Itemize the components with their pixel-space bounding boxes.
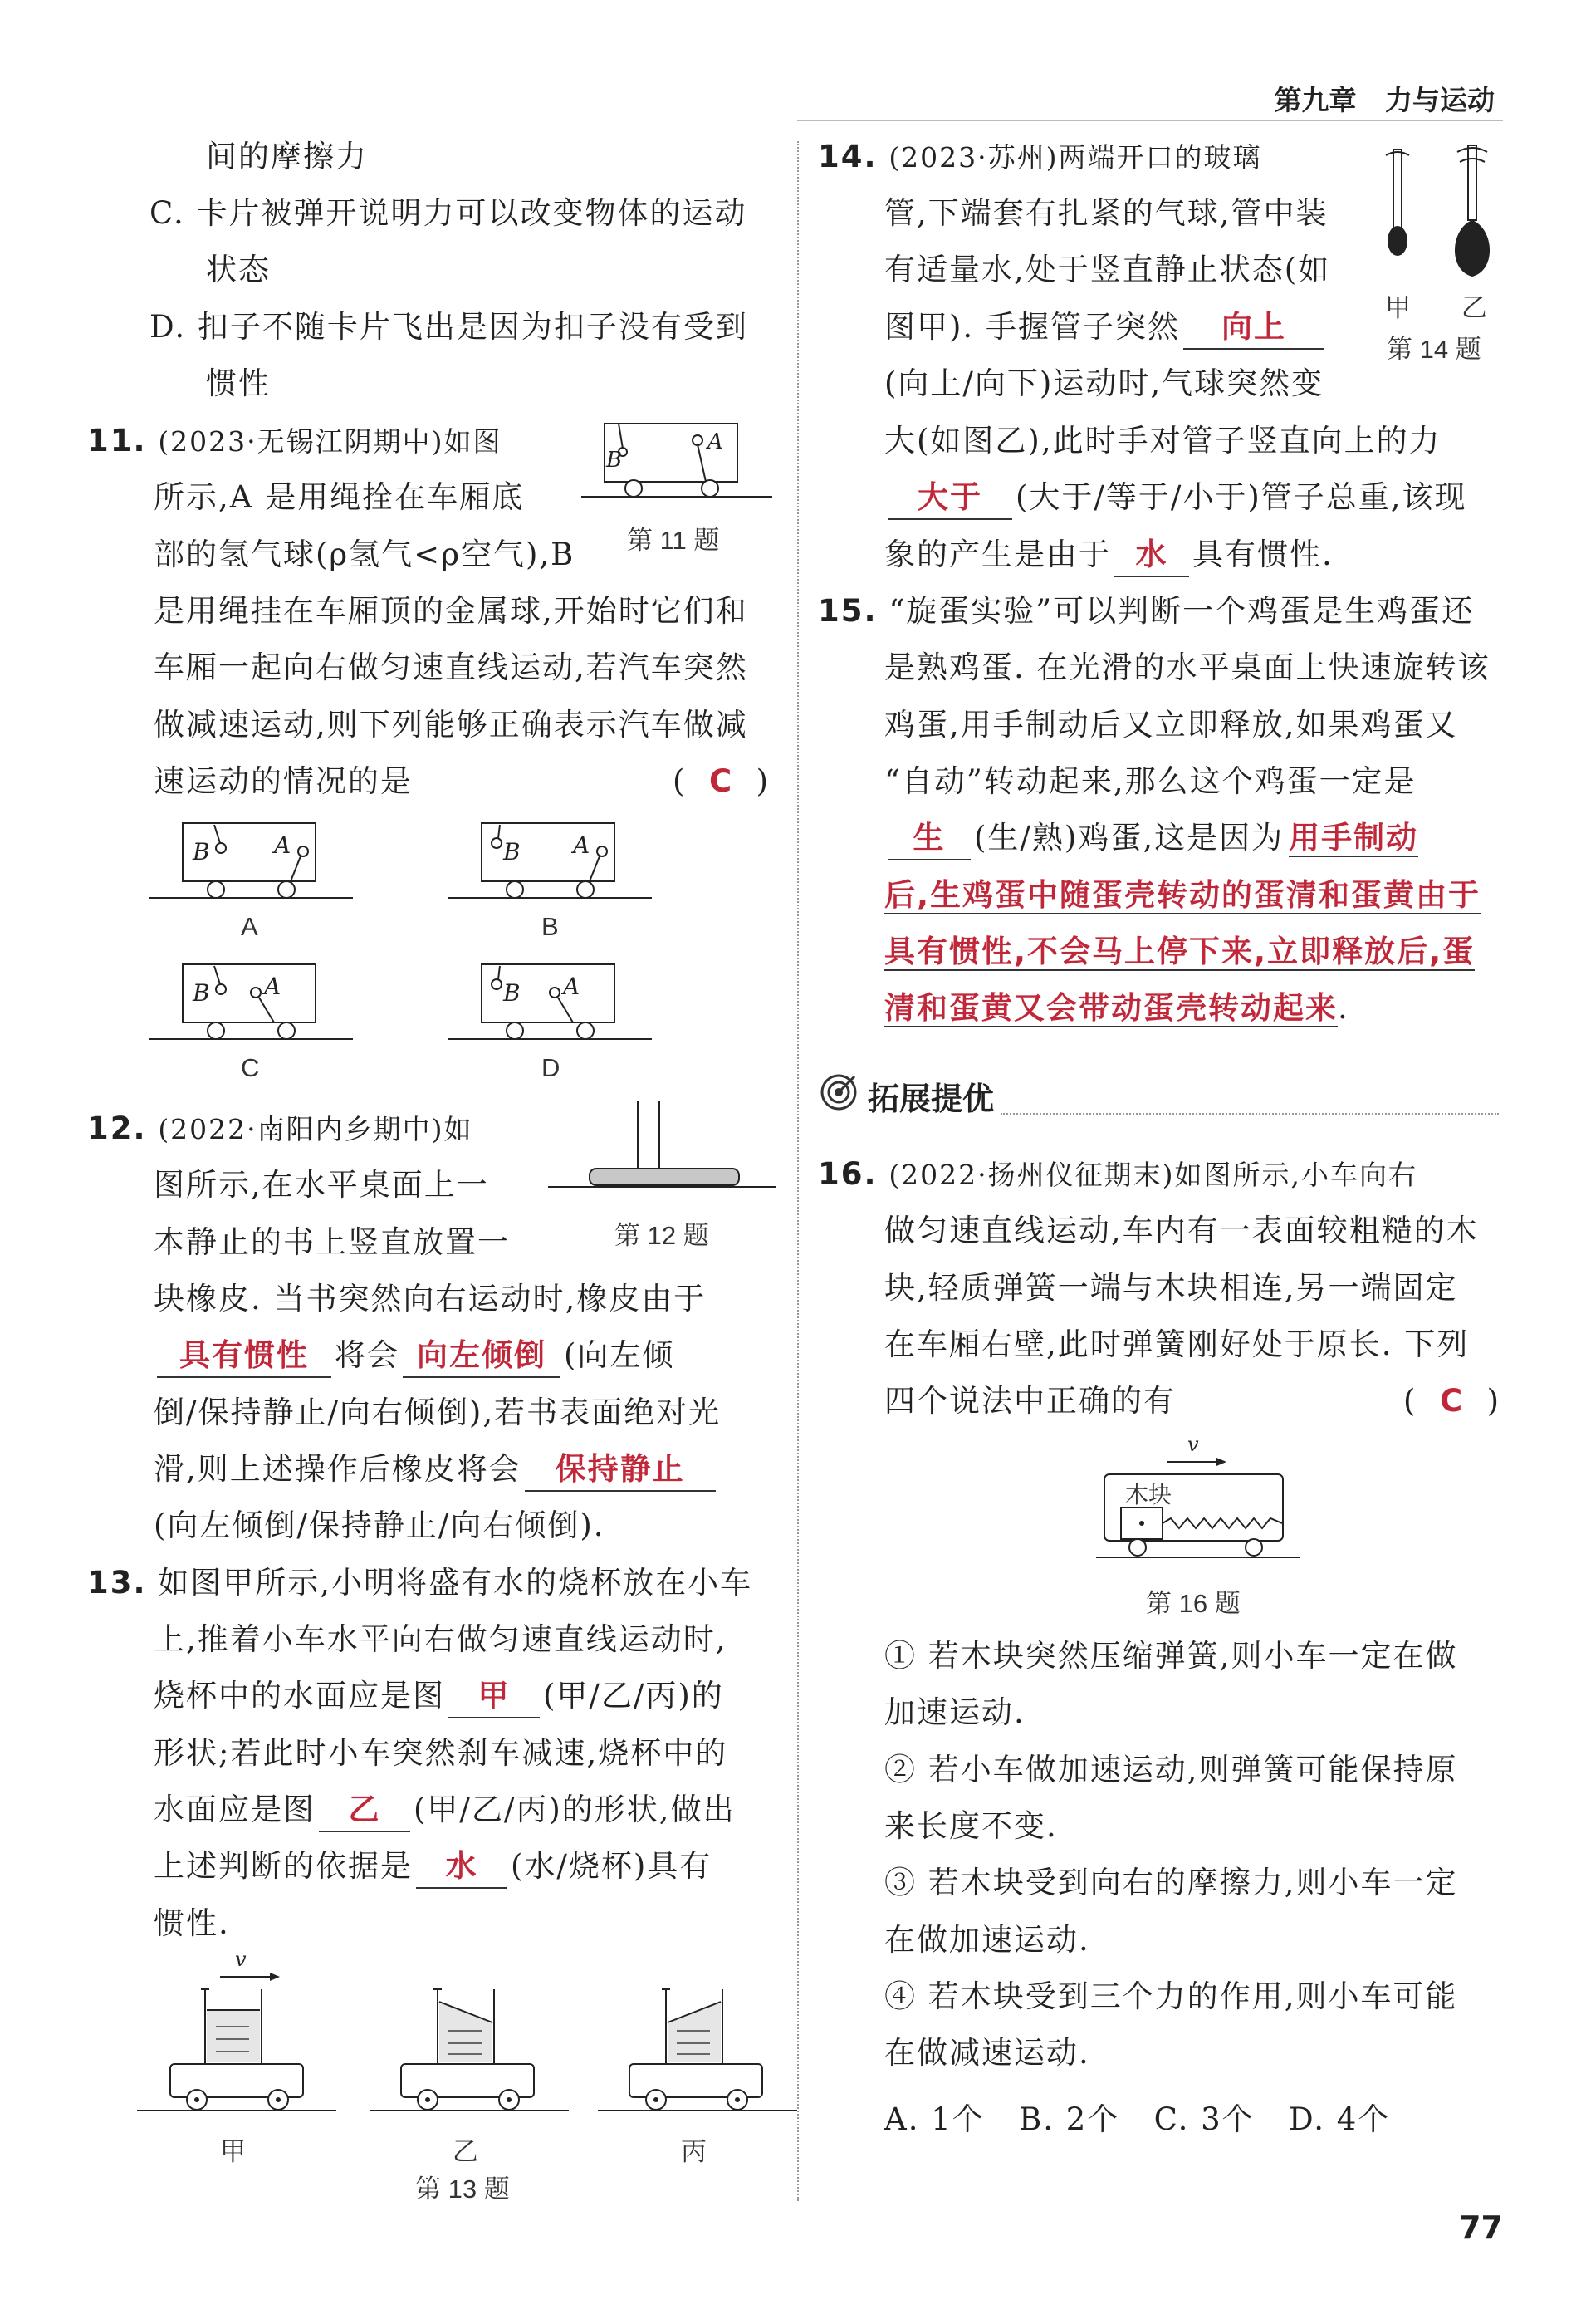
q15-line7 (884, 924, 1475, 980)
header-rule (797, 120, 1503, 121)
svg-text:B: B (606, 448, 623, 473)
q14-answer-1: 向上 (1183, 306, 1324, 350)
svg-text:B: B (193, 979, 210, 1007)
q15-answer-2d: 清和蛋黄又会带动蛋壳转动起来 (884, 990, 1338, 1026)
q13-answer-1: 甲 (448, 1675, 540, 1718)
q16-line3: 块,轻质弹簧一端与木块相连,另一端固定 (884, 1270, 1458, 1306)
q14-line1: 14. (2023·苏州)两端开口的玻璃 (818, 139, 1262, 174)
q15-number: 15. (818, 593, 878, 629)
q13-line3: 烧杯中的水面应是图 甲 (甲/乙/丙)的 (154, 1668, 724, 1724)
svg-text:B: B (503, 838, 521, 865)
q11-line6: 做减速运动,则下列能够正确表示汽车做减 (154, 707, 748, 743)
q14-answer-3: 水 (1114, 534, 1189, 577)
column-divider (797, 141, 799, 2201)
q15-line4: “自动”转动起来,那么这个鸡蛋一定是 (884, 763, 1417, 799)
q10-option-c: C. 卡片被弹开说明力可以改变物体的运动 (149, 195, 747, 231)
q12-figure (548, 1101, 781, 1200)
svg-text:B: B (193, 838, 210, 865)
q14-number: 14. (818, 139, 878, 174)
q13-line1: 13. 如图甲所示,小明将盛有水的烧杯放在小车 (87, 1565, 753, 1601)
target-icon (818, 1071, 859, 1113)
q11-line2: 所示,A 是用绳拴在车厢底 (154, 479, 525, 515)
q11-choice-b-figure (448, 818, 656, 909)
q16-statement-3-cont: 在做加速运动. (884, 1922, 1090, 1958)
q13-line5: 水面应是图 乙 (甲/乙/丙)的形状,做出 (154, 1782, 736, 1838)
q16-statement-4: ④ 若木块受到三个力的作用,则小车可能 (884, 1978, 1458, 2014)
q12-line6: 倒/保持静止/向右倾倒),若书表面绝对光 (154, 1395, 722, 1430)
cart-yi (370, 1989, 569, 2111)
q13-line2: 上,推着小车水平向右做匀速直线运动时, (154, 1621, 727, 1657)
eraser (638, 1101, 659, 1169)
q13-line7: 惯性. (154, 1905, 230, 1941)
svg-text:A: A (707, 429, 723, 454)
tube-yi (1455, 145, 1490, 277)
q16-velocity-label: v (1187, 1433, 1199, 1456)
svg-text:A: A (274, 831, 291, 859)
q15-line3: 鸡蛋,用手制动后又立即释放,如果鸡蛋又 (884, 707, 1458, 743)
q16-statement-4-cont: 在做减速运动. (884, 2035, 1090, 2071)
book (590, 1169, 739, 1185)
q16-answer-bracket: ( C ) (1403, 1383, 1501, 1419)
q11-line5: 车厢一起向右做匀速直线运动,若汽车突然 (154, 650, 748, 685)
q12-line4: 块橡皮. 当书突然向右运动时,橡皮由于 (154, 1281, 707, 1316)
q12-answer-2: 向左倾倒 (403, 1335, 560, 1378)
q14-figure (1374, 137, 1507, 287)
q11-choice-b: B (541, 912, 559, 941)
svg-text:B: B (503, 979, 521, 1007)
q12-figure-caption: 第 12 题 (614, 1221, 709, 1250)
q10-line: 间的摩擦力 (206, 139, 368, 174)
q16-statement-3: ③ 若木块受到向右的摩擦力,则小车一定 (884, 1865, 1458, 1900)
q12-line2: 图所示,在水平桌面上一 (154, 1167, 489, 1203)
svg-text:A: A (264, 973, 281, 1000)
q11-line3: 部的氢气球(ρ氢气<ρ空气),B (154, 537, 575, 572)
q13-figure (137, 1948, 801, 2139)
q12-line7: 滑,则上述操作后橡皮将会 保持静止 (154, 1441, 719, 1498)
q13-velocity-label: v (235, 1948, 247, 1971)
q16-line2: 做匀速直线运动,车内有一表面较粗糙的木 (884, 1213, 1479, 1248)
q14-line2: 管,下端套有扎紧的气球,管中装 (884, 195, 1329, 231)
q12-answer-1: 具有惯性 (157, 1335, 331, 1378)
q11-line1: 11. (2023·无锡江阴期中)如图 (87, 423, 502, 458)
q16-statement-1-cont: 加速运动. (884, 1694, 1026, 1730)
q11-figure (581, 415, 781, 515)
q12-line1: 12. (2022·南阳内乡期中)如 (87, 1111, 473, 1146)
q14-line3: 有适量水,处于竖直静止状态(如 (884, 252, 1331, 287)
q16-line1: 16. (2022·扬州仪征期末)如图所示,小车向右 (818, 1156, 1418, 1192)
svg-text:A: A (563, 973, 580, 1000)
svg-text:A: A (573, 831, 590, 859)
q11-choice-a-figure (149, 818, 357, 909)
q15-line1: 15. “旋蛋实验”可以判断一个鸡蛋是生鸡蛋还 (818, 593, 1475, 629)
q14-line6: 大(如图乙),此时手对管子竖直向上的力 (884, 423, 1442, 458)
q15-line5: 生 (生/熟)鸡蛋,这是因为 用手制动 (884, 810, 1418, 866)
q14-line8: 象的产生是由于 水 具有惯性. (884, 527, 1334, 583)
q15-answer-1: 生 (888, 817, 971, 860)
q14-line5: (向上/向下)运动时,气球突然变 (884, 365, 1324, 401)
page-number: 77 (1459, 2209, 1503, 2246)
q12-number: 12. (87, 1111, 147, 1146)
q12-line5: 具有惯性 将会 向左倾倒 (向左倾 (154, 1327, 674, 1384)
chapter-title: 力与运动 (1385, 84, 1495, 116)
q16-block-label: 木块 (1125, 1482, 1172, 1508)
q14-line4: 图甲). 手握管子突然 向上 (884, 299, 1328, 355)
q11-figure-caption: 第 11 题 (627, 526, 720, 555)
q12-line3: 本静止的书上竖直放置一 (154, 1224, 510, 1260)
chapter-number: 第九章 (1274, 84, 1357, 116)
q11-choice-d-figure (448, 959, 656, 1051)
q16-statement-2-cont: 来长度不变. (884, 1808, 1058, 1844)
chapter-header (1275, 79, 1495, 118)
q12-line8: (向左倾倒/保持静止/向右倾倒). (154, 1508, 605, 1543)
q13-label-jia: 甲 (220, 2137, 246, 2166)
q15-line6 (884, 867, 1481, 924)
q11-choice-c: C (241, 1053, 260, 1082)
q11-answer-bracket: ( C ) (673, 763, 771, 799)
q13-line6: 上述判断的依据是 水 (水/烧杯)具有 (154, 1838, 712, 1895)
q14-label-yi: 乙 (1461, 293, 1487, 322)
q14-answer-2: 大于 (888, 477, 1012, 520)
q11-line4: 是用绳挂在车厢顶的金属球,开始时它们和 (154, 593, 748, 629)
section-rule (1001, 1113, 1499, 1115)
q13-answer-2: 乙 (319, 1789, 410, 1832)
q11-choice-d: D (541, 1053, 560, 1082)
q13-number: 13. (87, 1565, 147, 1601)
q15-answer-2a: 用手制动 (1289, 820, 1419, 856)
q15-line8: 清和蛋黄又会带动蛋壳转动起来. (884, 990, 1349, 1026)
q15-answer-2c: 具有惯性,不会马上停下来,立即释放后,蛋 (884, 934, 1476, 969)
q15-answer-2b: 后,生鸡蛋中随蛋壳转动的蛋清和蛋黄由于 (884, 877, 1481, 913)
q10-option-c-cont: 状态 (206, 252, 271, 287)
q11-choice-a: A (241, 912, 258, 941)
q16-options: A. 1个 B. 2个 C. 3个 D. 4个 (884, 2101, 1391, 2137)
q16-line4: 在车厢右壁,此时弹簧刚好处于原长. 下列 (884, 1326, 1470, 1362)
q16-number: 16. (818, 1156, 878, 1192)
q11-choice-c-figure (149, 959, 357, 1051)
section-title: 拓展提优 (868, 1081, 995, 1117)
q11-number: 11. (87, 423, 147, 458)
q15-line2: 是熟鸡蛋. 在光滑的水平桌面上快速旋转该 (884, 650, 1491, 685)
q16-line5: 四个说法中正确的有 (884, 1383, 1176, 1419)
q13-answer-3: 水 (416, 1846, 507, 1889)
q14-label-jia: 甲 (1385, 293, 1411, 322)
q16-figure-caption: 第 16 题 (1146, 1589, 1241, 1618)
q16-statement-1: ① 若木块突然压缩弹簧,则小车一定在做 (884, 1638, 1458, 1674)
q13-label-yi: 乙 (453, 2137, 478, 2166)
cart-jia (137, 1948, 336, 2111)
q14-line7: 大于 (大于/等于/小于)管子总重,该现 (884, 469, 1467, 526)
q10-option-d-cont: 惯性 (206, 365, 271, 401)
q13-line4: 形状;若此时小车突然刹车减速,烧杯中的 (154, 1735, 728, 1771)
q12-answer-3: 保持静止 (525, 1449, 716, 1492)
tube-jia (1386, 150, 1409, 256)
cart-bing (598, 1989, 797, 2111)
q14-figure-caption: 第 14 题 (1387, 335, 1481, 364)
q13-label-bing: 丙 (681, 2137, 707, 2166)
q16-statement-2: ② 若小车做加速运动,则弹簧可能保持原 (884, 1752, 1458, 1787)
q16-answer: C (1439, 1383, 1465, 1419)
q11-line7: 速运动的情况的是 (154, 763, 413, 799)
q13-figure-caption: 第 13 题 (415, 2174, 510, 2204)
q11-answer: C (708, 763, 734, 799)
q10-option-d: D. 扣子不随卡片飞出是因为扣子没有受到 (149, 309, 748, 345)
